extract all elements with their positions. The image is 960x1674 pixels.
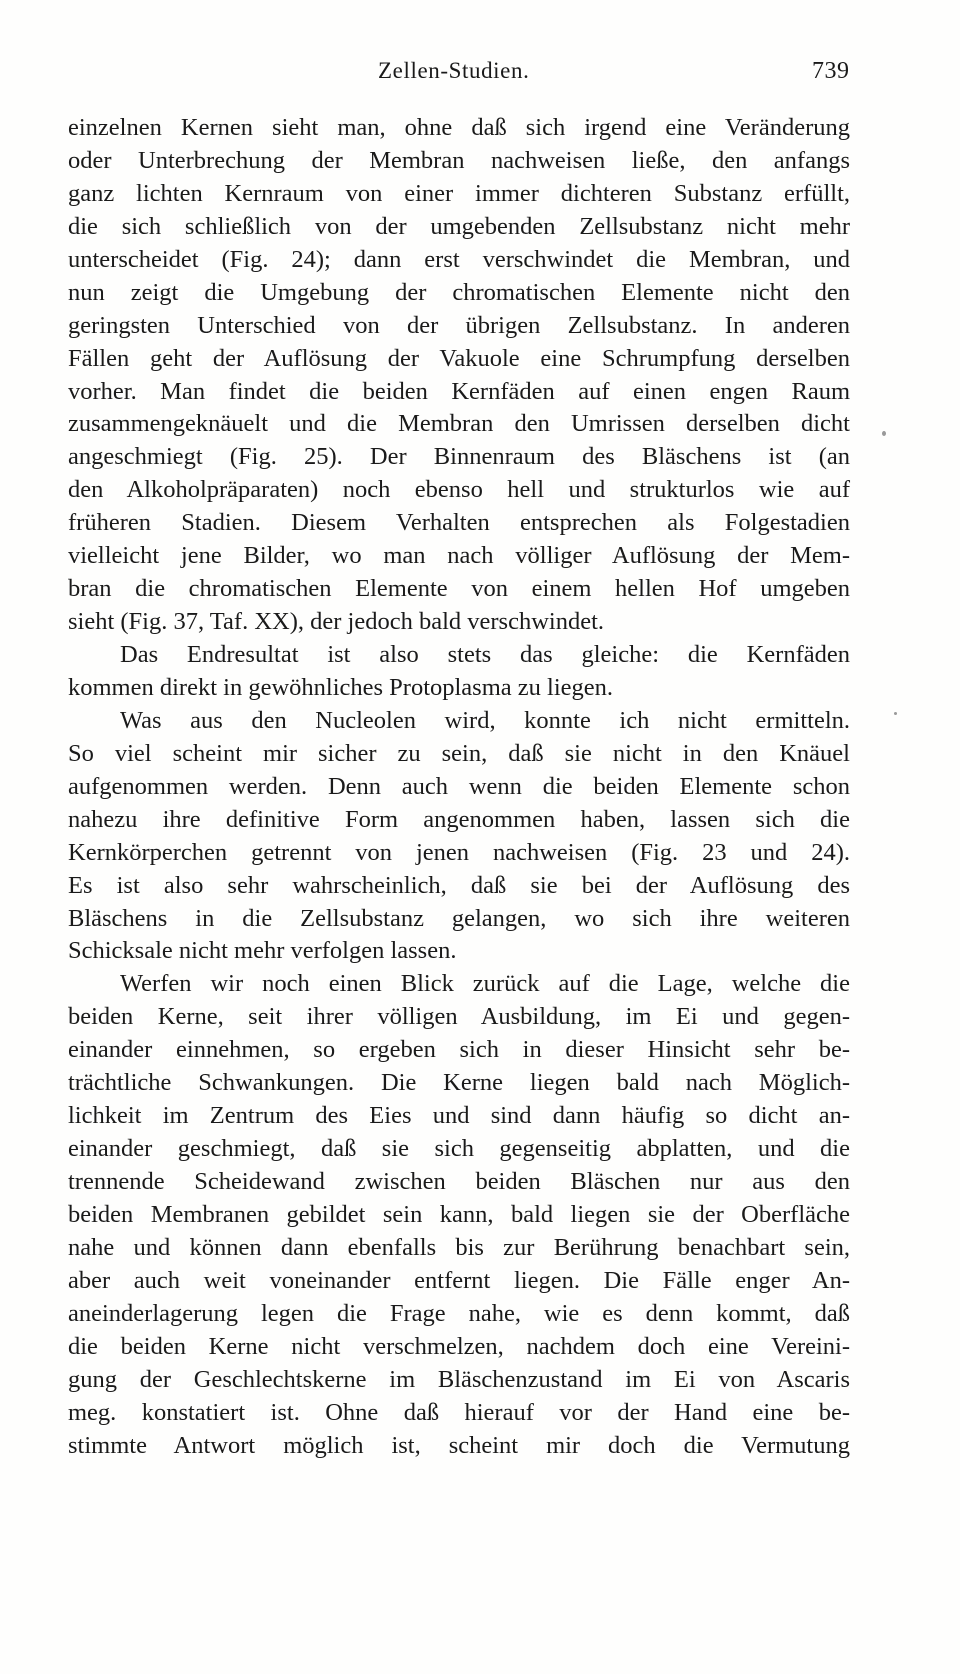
text-line: nahezu ihre definitive Form angenommen haben, lassen sich die (68, 805, 850, 833)
text-line: sieht (Fig. 37, Taf. XX), der jedoch bald verschwindet. (68, 608, 605, 636)
text-line: oder Unterbrechung der Membran nachweisen ließe, den anfangs (68, 146, 850, 174)
text-line: Fällen geht der Auflösung der Vakuole eine Schrumpfung derselben (68, 344, 850, 372)
text-line: Kernkörperchen getrennt von jenen nachweisen (Fig. 23 und 24). (68, 838, 850, 866)
text-line: die beiden Kerne nicht verschmelzen, nachdem doch eine Vereini- (68, 1332, 850, 1360)
text-line: meg. konstatiert ist. Ohne daß hierauf vor der Hand eine be- (68, 1398, 850, 1426)
text-line: ganz lichten Kernraum von einer immer dichteren Substanz erfüllt, (68, 179, 850, 207)
paragraph-first-line: Das Endresultat ist also stets das gleiche: die Kernfäden (120, 641, 850, 668)
text-line: So viel scheint mir sicher zu sein, daß sie nicht in den Knäuel (68, 739, 850, 767)
text-line: aneinderlagerung legen die Frage nahe, wie es denn kommt, daß (68, 1299, 850, 1327)
text-line: aber auch weit voneinander entfernt liegen. Die Fälle enger An- (68, 1266, 850, 1294)
paper-speck (882, 431, 886, 436)
text-line: beiden Kerne, seit ihrer völligen Ausbildung, im Ei und gegen- (68, 1003, 850, 1031)
text-line: stimmte Antwort möglich ist, scheint mir doch die Vermutung (68, 1431, 850, 1459)
text-line: trächtliche Schwankungen. Die Kerne liegen bald nach Möglich- (68, 1069, 850, 1097)
text-line: beiden Membranen gebildet sein kann, bald liegen sie der Oberfläche (68, 1200, 850, 1228)
text-line: unterscheidet (Fig. 24); dann erst verschwindet die Membran, und (68, 245, 850, 273)
text-line: nun zeigt die Umgebung der chromatischen Elemente nicht den (68, 278, 850, 306)
text-line: bran die chromatischen Elemente von einem hellen Hof umgeben (68, 575, 850, 603)
paper-speck (894, 712, 897, 715)
text-line: kommen direkt in gewöhnliches Protoplasma zu liegen. (68, 673, 614, 701)
text-line: einander einnehmen, so ergeben sich in dieser Hinsicht sehr be- (68, 1036, 850, 1064)
page-number: 739 (812, 58, 850, 84)
text-line: früheren Stadien. Diesem Verhalten entsprechen als Folgestadien (68, 509, 850, 537)
text-line: geringsten Unterschied von der übrigen Zellsubstanz. In anderen (68, 311, 850, 339)
text-line: einander geschmiegt, daß sie sich gegenseitig abplatten, und die (68, 1135, 850, 1163)
text-line: vielleicht jene Bilder, wo man nach völliger Auflösung der Mem- (68, 542, 850, 570)
text-line: Es ist also sehr wahrscheinlich, daß sie bei der Auflösung des (68, 871, 850, 899)
text-line: Schicksale nicht mehr verfolgen lassen. (68, 937, 457, 965)
paragraph-first-line: Werfen wir noch einen Blick zurück auf die Lage, welche die (120, 970, 850, 998)
paragraph-first-line: Was aus den Nucleolen wird, konnte ich nicht ermitteln. (120, 706, 850, 734)
text-line: die sich schließlich von der umgebenden Zellsubstanz nicht mehr (68, 212, 850, 240)
text-line: angeschmiegt (Fig. 25). Der Binnenraum des Bläschens ist (an (68, 443, 850, 471)
body-text (68, 112, 850, 1462)
text-line: nahe und können dann ebenfalls bis zur Berührung benachbart sein, (68, 1233, 850, 1261)
text-line: aufgenommen werden. Denn auch wenn die beiden Elemente schon (68, 772, 850, 800)
text-line: gung der Geschlechtskerne im Bläschenzustand im Ei von Ascaris (68, 1365, 850, 1393)
running-head: Zellen-Studien. (378, 58, 530, 83)
text-line: trennende Scheidewand zwischen beiden Bläschen nur aus den (68, 1168, 850, 1195)
text-line: Bläschens in die Zellsubstanz gelangen, wo sich ihre weiteren (68, 904, 850, 932)
text-line: einzelnen Kernen sieht man, ohne daß sich irgend eine Veränderung (68, 114, 850, 141)
text-line: vorher. Man findet die beiden Kernfäden auf einen engen Raum (68, 377, 850, 405)
text-line: zusammengeknäuelt und die Membran den Umrissen derselben dicht (68, 410, 850, 438)
text-line: lichkeit im Zentrum des Eies und sind dann häufig so dicht an- (68, 1102, 850, 1130)
text-line: den Alkoholpräparaten) noch ebenso hell und strukturlos wie auf (68, 476, 850, 504)
